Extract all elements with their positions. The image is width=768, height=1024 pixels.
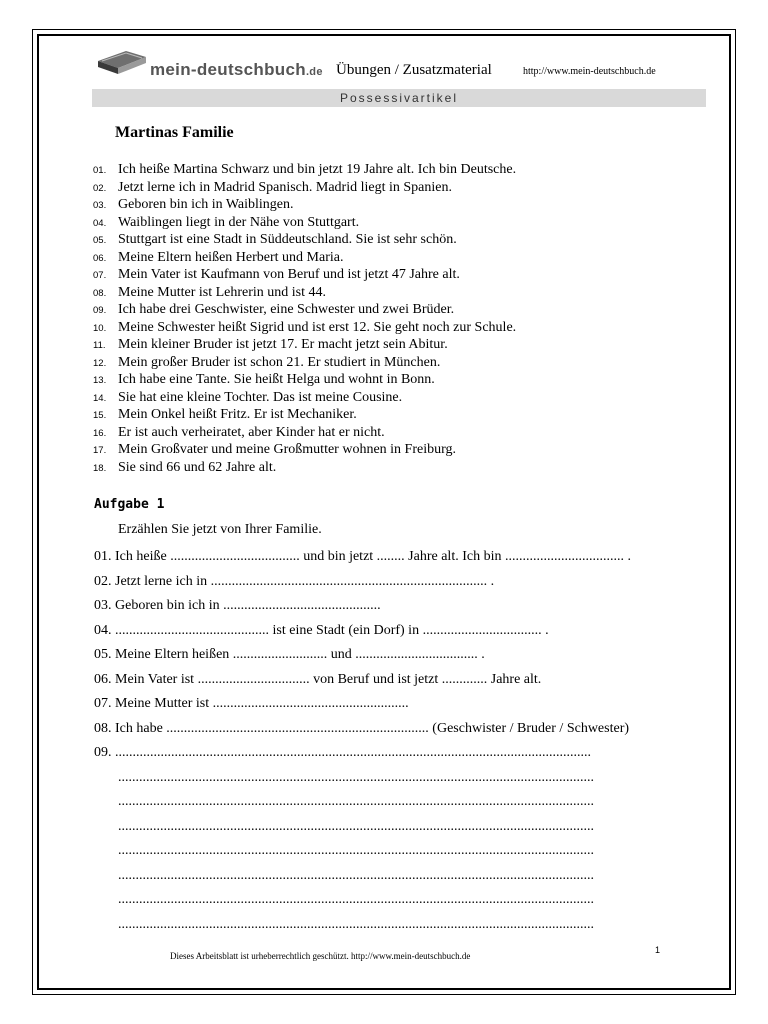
sentence-number: 07. <box>93 270 107 281</box>
sentence-number: 15. <box>93 410 107 421</box>
sentence-item <box>93 336 713 354</box>
sentence-number: 06. <box>93 252 107 264</box>
exercise-line[interactable]: 07. Meine Mutter ist ........................................................ <box>94 696 409 711</box>
sentence-text: Mein Großvater und meine Großmutter wohnen in Freiburg. <box>118 442 457 457</box>
sentence-text: Er ist auch verheiratet, aber Kinder hat er nicht. <box>118 424 385 440</box>
sentence-number: 04. <box>93 217 107 229</box>
sentence-item <box>93 161 713 179</box>
exercise-list <box>94 545 706 937</box>
sentence-number: 13. <box>93 375 107 386</box>
sentence-text: Ich heiße Martina Schwarz und bin jetzt 19 Jahre alt. Ich bin Deutsche. <box>118 162 517 177</box>
exercise-line[interactable]: 05. Meine Eltern heißen ........................... und ................................... . <box>94 647 485 662</box>
exercise-line[interactable]: ........................................................................................................................................ <box>118 818 594 834</box>
header <box>93 46 707 84</box>
sentence-text: Stuttgart ist eine Stadt in Süddeutschland. Sie ist sehr schön. <box>118 232 457 247</box>
exercise-line[interactable]: ........................................................................................................................................ <box>118 769 594 785</box>
exercise-line[interactable]: 08. Ich habe ........................................................................... (Geschwister / Bruder / Schwester) <box>94 720 630 736</box>
footer-copyright: Dieses Arbeitsblatt ist urheberrechtlich geschützt. http://www.mein-deutschbuch.de <box>170 951 471 961</box>
sentence-text: Meine Schwester heißt Sigrid und ist erst 12. Sie geht noch zur Schule. <box>118 319 517 335</box>
sentence-list <box>93 161 713 476</box>
exercise-line[interactable]: ........................................................................................................................................ <box>118 843 594 858</box>
sentence-text: Meine Mutter ist Lehrerin und ist 44. <box>118 284 327 300</box>
exercise-line[interactable]: 09. ........................................................................................................................................ <box>94 745 591 760</box>
exercise-line[interactable]: ........................................................................................................................................ <box>118 892 594 907</box>
sentence-text: Jetzt lerne ich in Madrid Spanisch. Madrid liegt in Spanien. <box>118 179 452 195</box>
sentence-item <box>93 406 713 424</box>
sentence-item <box>93 249 713 267</box>
exercise-line[interactable]: ........................................................................................................................................ <box>118 916 594 932</box>
sentence-item <box>93 179 713 197</box>
exercise-line[interactable]: 01. Ich heiße ..................................... und bin jetzt ........ Jahre alt. Ich bin .................................. . <box>94 549 631 564</box>
sentence-item <box>93 231 713 249</box>
sentence-text: Mein Vater ist Kaufmann von Beruf und ist jetzt 47 Jahre alt. <box>118 267 460 282</box>
sentence-text: Ich habe eine Tante. Sie heißt Helga und wohnt in Bonn. <box>118 372 435 387</box>
sentence-text: Mein Onkel heißt Fritz. Er ist Mechaniker. <box>118 407 357 422</box>
exercise-line[interactable]: 03. Geboren bin ich in ............................................. <box>94 598 381 613</box>
sentence-number: 01. <box>93 165 107 176</box>
story-title: Martinas Familie <box>115 124 234 141</box>
exercise-line[interactable]: 04. ............................................ ist eine Stadt (ein Dorf) in .................................. . <box>94 622 549 638</box>
task-instruction: Erzählen Sie jetzt von Ihrer Familie. <box>118 522 322 537</box>
logo-wordmark: mein-deutschbuch.de <box>150 60 323 79</box>
task-title: Aufgabe 1 <box>94 497 165 512</box>
sentence-number: 10. <box>93 322 107 334</box>
sentence-number: 16. <box>93 427 107 439</box>
header-url: http://www.mein-deutschbuch.de <box>523 66 656 77</box>
book-logo-icon <box>96 47 148 77</box>
sentence-number: 17. <box>93 445 107 456</box>
sentence-item <box>93 389 713 407</box>
sentence-text: Ich habe drei Geschwister, eine Schwester und zwei Brüder. <box>118 302 455 317</box>
sentence-item <box>93 319 713 337</box>
sentence-number: 12. <box>93 357 107 369</box>
sentence-number: 08. <box>93 287 107 299</box>
sentence-item <box>93 354 713 372</box>
sentence-number: 03. <box>93 200 107 211</box>
sentence-item <box>93 301 713 319</box>
sentence-item <box>93 459 713 477</box>
sentence-number: 05. <box>93 235 107 246</box>
sentence-item <box>93 371 713 389</box>
sentence-item <box>93 266 713 284</box>
exercise-line[interactable]: ........................................................................................................................................ <box>118 794 594 809</box>
sentence-text: Mein großer Bruder ist schon 21. Er studiert in München. <box>118 354 441 370</box>
sentence-text: Sie sind 66 und 62 Jahre alt. <box>118 459 277 475</box>
sentence-number: 09. <box>93 305 107 316</box>
sentence-text: Waiblingen liegt in der Nähe von Stuttgart. <box>118 214 360 230</box>
sentence-text: Geboren bin ich in Waiblingen. <box>118 197 294 212</box>
sentence-item <box>93 214 713 232</box>
sentence-item <box>93 284 713 302</box>
sentence-number: 14. <box>93 392 107 404</box>
sentence-item <box>93 441 713 459</box>
sentence-number: 18. <box>93 462 107 474</box>
header-title: Übungen / Zusatzmaterial <box>336 62 492 78</box>
topic-bar: Possessivartikel <box>92 89 706 107</box>
exercise-line[interactable]: 06. Mein Vater ist ................................ von Beruf und ist jetzt ............. Jahre alt. <box>94 671 542 687</box>
exercise-line[interactable]: 02. Jetzt lerne ich in ............................................................................... . <box>94 573 495 589</box>
sentence-text: Meine Eltern heißen Herbert und Maria. <box>118 249 344 265</box>
sentence-text: Sie hat eine kleine Tochter. Das ist meine Cousine. <box>118 389 403 405</box>
page-number: 1 <box>655 945 661 955</box>
exercise-line[interactable]: ........................................................................................................................................ <box>118 867 594 883</box>
sentence-item <box>93 424 713 442</box>
sentence-item <box>93 196 713 214</box>
sentence-number: 02. <box>93 182 107 194</box>
sentence-text: Mein kleiner Bruder ist jetzt 17. Er macht jetzt sein Abitur. <box>118 337 448 352</box>
sentence-number: 11. <box>93 340 106 351</box>
